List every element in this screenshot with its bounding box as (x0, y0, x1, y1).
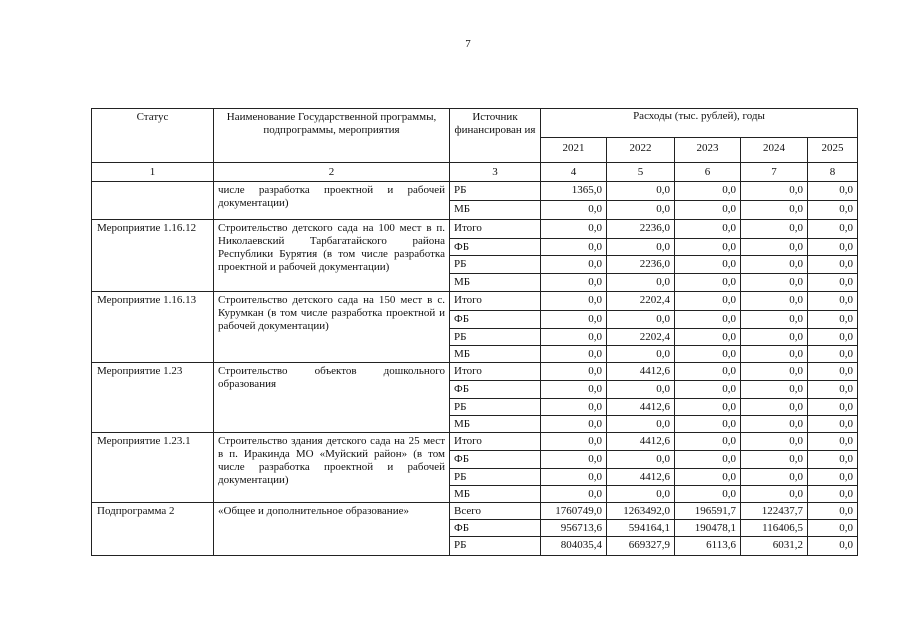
amount-cell: 0,0 (675, 433, 741, 451)
funding-source: МБ (450, 346, 541, 363)
amount-cell: 0,0 (607, 239, 675, 256)
amount-cell: 0,0 (541, 416, 607, 433)
funding-source: Итого (450, 220, 541, 239)
amount-cell: 0,0 (808, 486, 858, 503)
funding-source: ФБ (450, 311, 541, 329)
amount-cell: 804035,4 (541, 537, 607, 556)
amount-cell: 0,0 (541, 433, 607, 451)
funding-source: МБ (450, 274, 541, 292)
column-number: 6 (675, 163, 741, 182)
row-status: Подпрограмма 2 (92, 503, 214, 556)
funding-source: МБ (450, 201, 541, 220)
amount-cell: 0,0 (741, 220, 808, 239)
header-name: Наименование Государственной программы, подпрограммы, мероприятия (214, 109, 450, 163)
amount-cell: 6031,2 (741, 537, 808, 556)
amount-cell: 0,0 (541, 311, 607, 329)
amount-cell: 0,0 (808, 346, 858, 363)
amount-cell: 190478,1 (675, 520, 741, 537)
amount-cell: 0,0 (808, 182, 858, 201)
amount-cell: 196591,7 (675, 503, 741, 520)
amount-cell: 0,0 (741, 469, 808, 486)
amount-cell: 0,0 (541, 201, 607, 220)
amount-cell: 4412,6 (607, 433, 675, 451)
amount-cell: 0,0 (675, 182, 741, 201)
amount-cell: 0,0 (675, 274, 741, 292)
amount-cell: 0,0 (675, 256, 741, 274)
amount-cell: 0,0 (741, 399, 808, 416)
amount-cell: 0,0 (808, 239, 858, 256)
row-status: Мероприятие 1.23.1 (92, 433, 214, 503)
amount-cell: 4412,6 (607, 469, 675, 486)
amount-cell: 0,0 (741, 433, 808, 451)
amount-cell: 0,0 (741, 486, 808, 503)
amount-cell: 0,0 (808, 451, 858, 469)
amount-cell: 0,0 (808, 469, 858, 486)
amount-cell: 0,0 (541, 220, 607, 239)
amount-cell: 0,0 (675, 220, 741, 239)
amount-cell: 0,0 (808, 381, 858, 399)
amount-cell: 0,0 (675, 201, 741, 220)
amount-cell: 0,0 (675, 311, 741, 329)
amount-cell: 0,0 (607, 416, 675, 433)
amount-cell: 0,0 (741, 239, 808, 256)
amount-cell: 0,0 (541, 329, 607, 346)
amount-cell: 0,0 (675, 381, 741, 399)
amount-cell: 0,0 (808, 363, 858, 381)
amount-cell: 0,0 (808, 220, 858, 239)
funding-source: ФБ (450, 520, 541, 537)
amount-cell: 4412,6 (607, 399, 675, 416)
amount-cell: 0,0 (741, 201, 808, 220)
amount-cell: 0,0 (808, 201, 858, 220)
amount-cell: 0,0 (541, 399, 607, 416)
amount-cell: 0,0 (541, 239, 607, 256)
amount-cell: 0,0 (607, 182, 675, 201)
column-number: 3 (450, 163, 541, 182)
amount-cell: 0,0 (675, 292, 741, 311)
amount-cell: 0,0 (541, 486, 607, 503)
amount-cell: 0,0 (808, 311, 858, 329)
funding-source: Итого (450, 292, 541, 311)
amount-cell: 0,0 (541, 381, 607, 399)
amount-cell: 0,0 (741, 274, 808, 292)
budget-table (91, 108, 858, 556)
amount-cell: 0,0 (541, 363, 607, 381)
row-status: Мероприятие 1.16.13 (92, 292, 214, 363)
amount-cell: 1263492,0 (607, 503, 675, 520)
amount-cell: 2236,0 (607, 256, 675, 274)
amount-cell: 0,0 (675, 329, 741, 346)
header-year: 2021 (541, 138, 607, 163)
amount-cell: 0,0 (541, 451, 607, 469)
amount-cell: 0,0 (741, 311, 808, 329)
funding-source: ФБ (450, 239, 541, 256)
funding-source: Итого (450, 433, 541, 451)
row-description: Строительство детского сада на 150 мест в с. Курумкан (в том числе разработка проектной и рабочей документации) (214, 292, 450, 363)
amount-cell: 0,0 (607, 381, 675, 399)
amount-cell: 0,0 (675, 416, 741, 433)
amount-cell: 669327,9 (607, 537, 675, 556)
amount-cell: 0,0 (607, 311, 675, 329)
column-number: 7 (741, 163, 808, 182)
header-status: Статус (92, 109, 214, 163)
amount-cell: 0,0 (741, 256, 808, 274)
amount-cell: 0,0 (675, 346, 741, 363)
amount-cell: 0,0 (675, 239, 741, 256)
amount-cell: 0,0 (675, 399, 741, 416)
amount-cell: 0,0 (741, 451, 808, 469)
row-description: Строительство объектов дошкольного образования (214, 363, 450, 433)
funding-source: МБ (450, 486, 541, 503)
funding-source: РБ (450, 182, 541, 201)
amount-cell: 0,0 (741, 381, 808, 399)
row-status (92, 182, 214, 220)
funding-source: Всего (450, 503, 541, 520)
row-status: Мероприятие 1.16.12 (92, 220, 214, 292)
amount-cell: 594164,1 (607, 520, 675, 537)
row-status: Мероприятие 1.23 (92, 363, 214, 433)
funding-source: МБ (450, 416, 541, 433)
amount-cell: 1760749,0 (541, 503, 607, 520)
amount-cell: 0,0 (675, 486, 741, 503)
amount-cell: 2236,0 (607, 220, 675, 239)
header-year: 2025 (808, 138, 858, 163)
row-description: Строительство здания детского сада на 25 мест в п. Иракинда МО «Муйский район» (в том числе разработка проектной и рабочей документации) (214, 433, 450, 503)
column-number: 4 (541, 163, 607, 182)
amount-cell: 0,0 (808, 520, 858, 537)
amount-cell: 0,0 (808, 433, 858, 451)
amount-cell: 956713,6 (541, 520, 607, 537)
amount-cell: 0,0 (607, 486, 675, 503)
funding-source: ФБ (450, 451, 541, 469)
amount-cell: 4412,6 (607, 363, 675, 381)
funding-source: Итого (450, 363, 541, 381)
amount-cell: 2202,4 (607, 329, 675, 346)
amount-cell: 0,0 (675, 363, 741, 381)
amount-cell: 0,0 (541, 256, 607, 274)
header-year: 2024 (741, 138, 808, 163)
amount-cell: 0,0 (675, 469, 741, 486)
amount-cell: 6113,6 (675, 537, 741, 556)
amount-cell: 0,0 (541, 469, 607, 486)
funding-source: РБ (450, 329, 541, 346)
amount-cell: 0,0 (541, 346, 607, 363)
amount-cell: 0,0 (607, 451, 675, 469)
funding-source: ФБ (450, 381, 541, 399)
amount-cell: 116406,5 (741, 520, 808, 537)
header-source: Источник финансирован ия (450, 109, 541, 163)
amount-cell: 122437,7 (741, 503, 808, 520)
column-number: 8 (808, 163, 858, 182)
amount-cell: 0,0 (808, 537, 858, 556)
amount-cell: 0,0 (741, 363, 808, 381)
amount-cell: 0,0 (675, 451, 741, 469)
header-expenses: Расходы (тыс. рублей), годы (541, 109, 858, 138)
header-year: 2022 (607, 138, 675, 163)
row-description: числе разработка проектной и рабочей документации) (214, 182, 450, 220)
funding-source: РБ (450, 469, 541, 486)
amount-cell: 0,0 (808, 256, 858, 274)
amount-cell: 0,0 (741, 416, 808, 433)
amount-cell: 0,0 (808, 329, 858, 346)
funding-source: РБ (450, 537, 541, 556)
amount-cell: 0,0 (607, 201, 675, 220)
amount-cell: 0,0 (808, 416, 858, 433)
amount-cell: 0,0 (741, 329, 808, 346)
amount-cell: 0,0 (741, 182, 808, 201)
amount-cell: 0,0 (741, 346, 808, 363)
amount-cell: 0,0 (808, 503, 858, 520)
row-description: «Общее и дополнительное образование» (214, 503, 450, 556)
page-number: 7 (465, 38, 471, 50)
amount-cell: 0,0 (607, 346, 675, 363)
amount-cell: 0,0 (808, 274, 858, 292)
amount-cell: 0,0 (808, 292, 858, 311)
amount-cell: 0,0 (541, 274, 607, 292)
amount-cell: 0,0 (541, 292, 607, 311)
column-number: 5 (607, 163, 675, 182)
funding-source: РБ (450, 399, 541, 416)
amount-cell: 1365,0 (541, 182, 607, 201)
header-year: 2023 (675, 138, 741, 163)
funding-source: РБ (450, 256, 541, 274)
amount-cell: 0,0 (741, 292, 808, 311)
column-number: 1 (92, 163, 214, 182)
amount-cell: 0,0 (607, 274, 675, 292)
row-description: Строительство детского сада на 100 мест в п. Николаевский Тарбагатайского района Республики Бурятия (в том числе разработка проектной и рабочей документации) (214, 220, 450, 292)
column-number: 2 (214, 163, 450, 182)
amount-cell: 0,0 (808, 399, 858, 416)
amount-cell: 2202,4 (607, 292, 675, 311)
